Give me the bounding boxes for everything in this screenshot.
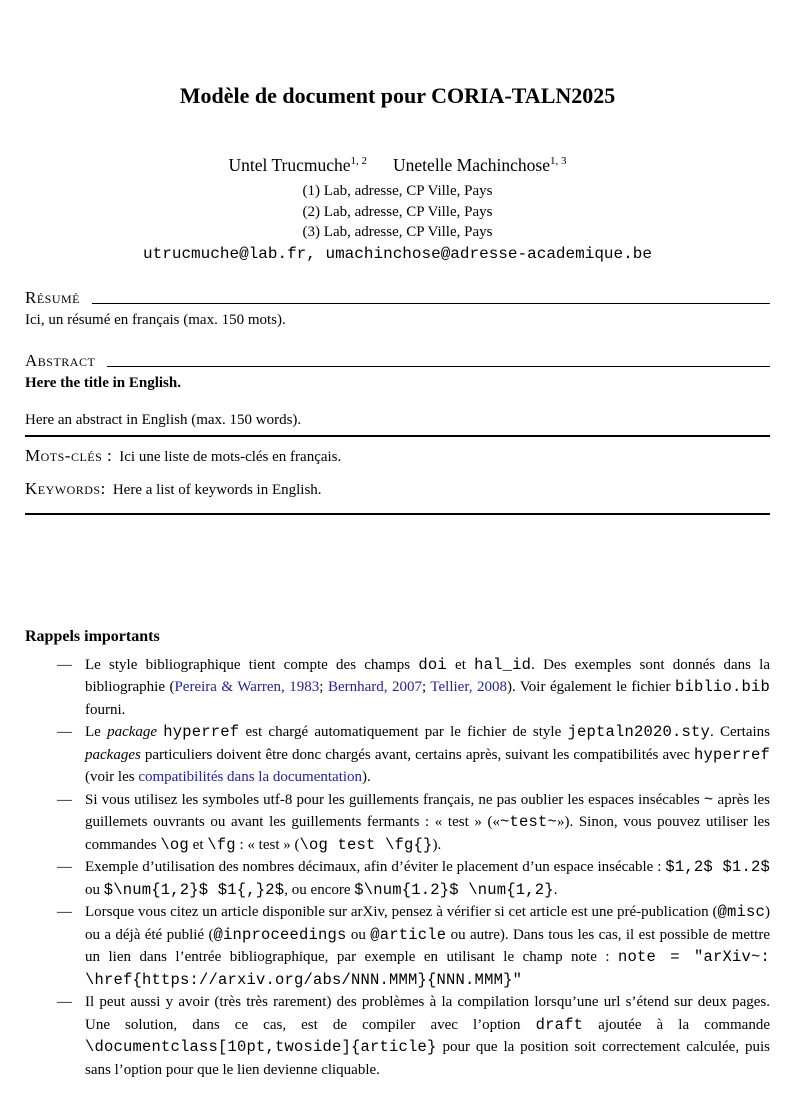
section-heading: Rappels importants [25, 627, 160, 645]
body-text: , ou encore [284, 881, 355, 898]
body-text: »). Sinon, vous pouvez utiliser les commandes [85, 814, 770, 853]
body-text: Lorsque vous citez un article disponible sur arXiv, pensez à vérifier si cet article est une pré-publication ( [85, 904, 718, 920]
reminder-item [25, 901, 770, 991]
inline-code: hyperref [693, 745, 770, 764]
inline-code: @misc [717, 903, 765, 921]
body-text: : « test » ( [235, 836, 300, 853]
body-text: ). Voir également le fichier [506, 679, 675, 695]
inline-code: jeptaln2020.sty [567, 723, 711, 741]
inline-code: $1,2$ $1.2$ [665, 858, 770, 876]
reminder-item [25, 991, 770, 1081]
body-text: ). [432, 836, 442, 853]
rule-after-abstract [25, 435, 770, 437]
inline-code: \og [160, 835, 189, 854]
authors-line [25, 155, 770, 176]
inline-code: hal_id [474, 655, 532, 674]
italic-text: packages [85, 746, 141, 763]
body-text: ) ou a déjà été publié ( [85, 904, 770, 943]
body-text: ou [85, 881, 104, 898]
body-text: particuliers doivent être donc chargés avant, certains après, suivant les compatibilités avec [140, 746, 694, 763]
body-text: ou autre). Dans tous les cas, il est possible de mettre un lien dans l’entrée bibliographique, par exemple en utilisant le champ note : [85, 926, 770, 965]
dash-marker: — [57, 859, 72, 875]
author-2-affiliation-sup: 1, 3 [549, 155, 567, 168]
body-text: . Certains [710, 724, 771, 740]
author-emails: utrucmuche@lab.fr, umachinchose@adresse-academique.be [143, 244, 652, 263]
inline-code: $\num{1,2}$ $1{,}2$ [103, 880, 285, 899]
body-text: et [188, 836, 208, 853]
affiliation-2: (2) Lab, adresse, CP Ville, Pays [302, 203, 493, 220]
body-text: ; [319, 679, 328, 695]
body-text: Le style bibliographique tient compte des champs [85, 656, 419, 673]
keywords-label: Keywords: [25, 478, 106, 498]
body-text: et [446, 656, 475, 673]
inline-code: $\num{1.2}$ \num{1,2} [354, 880, 554, 899]
inline-code: doi [418, 655, 447, 674]
hyperlink[interactable]: compatibilités dans la documentation [138, 769, 363, 785]
author-2 [393, 155, 566, 176]
author-2-name: Unetelle Machinchose [393, 155, 550, 175]
body-text: est chargé automatiquement par le fichier de style [239, 724, 568, 740]
inline-code: @article [370, 925, 447, 944]
inline-code: biblio.bib [675, 678, 771, 696]
author-1-affiliation-sup: 1, 2 [350, 155, 368, 168]
paper-title: Modèle de document pour CORIA-TALN2025 [179, 83, 616, 108]
affiliations [25, 181, 770, 243]
english-title: Here the title in English. [25, 374, 181, 391]
reminder-item [25, 856, 770, 901]
reminder-list [25, 654, 770, 1082]
inline-code: \og test \fg{} [299, 835, 433, 854]
body-text: après les guillemets ouvrants ou avant les guillements fermants : « test » (« [85, 791, 770, 830]
dash-marker: — [57, 656, 72, 673]
hyperlink[interactable]: Pereira & Warren, 1983 [174, 679, 320, 695]
dash-marker: — [57, 724, 72, 740]
affiliation-3: (3) Lab, adresse, CP Ville, Pays [302, 224, 493, 240]
abstract-text: Here an abstract in English (max. 150 words). [25, 411, 302, 428]
body-text: Le [85, 724, 108, 740]
resume-text: Ici, un résumé en français (max. 150 mots). [25, 311, 286, 328]
resume-label: Résumé [25, 287, 81, 307]
author-1-name: Untel Trucmuche [228, 155, 351, 175]
inline-code: @inproceedings [213, 925, 347, 944]
inline-code: ~test~ [499, 813, 557, 831]
abstract-header [25, 351, 770, 371]
mots-cles-row [25, 446, 770, 467]
body-text: . [553, 881, 558, 898]
keywords-text: Here a list of keywords in English. [112, 481, 322, 498]
keywords-row [25, 479, 770, 500]
reminder-item [25, 789, 770, 857]
reminder-item [25, 654, 770, 722]
body-text: ajoutée à la commande [583, 1016, 770, 1033]
body-text: ou [346, 926, 371, 943]
resume-rule [92, 288, 770, 304]
inline-code: hyperref [163, 723, 240, 741]
body-text: Exemple d’utilisation des nombres décimaux, afin d’éviter le placement d’un espace insécable : [85, 859, 666, 875]
inline-code: \documentclass[10pt,twoside]{article} [85, 1038, 437, 1056]
dash-marker: — [57, 994, 72, 1010]
body-text: ). [362, 769, 371, 785]
body-text: (voir les [85, 769, 139, 785]
inline-code: \fg [207, 835, 236, 854]
mots-cles-label: Mots-clés : [25, 445, 113, 465]
dash-marker: — [57, 904, 72, 920]
author-1 [229, 155, 368, 176]
inline-code: draft [535, 1015, 584, 1034]
rule-after-keywords [25, 513, 770, 515]
body-text: pour que la position soit correctement calculée, puis sans l’option pour que le lien devienne cliquable. [85, 1039, 770, 1078]
affiliation-1: (1) Lab, adresse, CP Ville, Pays [302, 183, 493, 199]
abstract-label: Abstract [25, 350, 96, 370]
hyperlink[interactable]: Tellier, 2008 [430, 679, 507, 695]
italic-text: package [107, 724, 158, 740]
inline-code: ~ [703, 790, 714, 809]
mots-cles-text: Ici une liste de mots-clés en français. [119, 448, 342, 465]
body-text: Si vous utilisez les symboles utf-8 pour les guillements français, ne pas oublier les espaces insécables [85, 791, 704, 808]
body-text: fourni. [85, 701, 126, 718]
abstract-rule [107, 351, 770, 367]
hyperlink[interactable]: Bernhard, 2007 [327, 679, 422, 695]
body-text: Il peut aussi y avoir (très très rarement) des problèmes à la compilation lorsqu’une url s’étend sur deux pages. Une solution, dans ce cas, est de compiler avec l’option [85, 994, 770, 1033]
dash-marker: — [57, 791, 72, 808]
inline-code: note = "arXiv~: \href{https://arxiv.org/abs/NNN.MMM}{NNN.MMM}" [85, 948, 770, 989]
resume-header [25, 288, 770, 308]
reminder-item [25, 721, 770, 789]
body-text: . Des exemples sont donnés dans la bibliographie ( [85, 656, 770, 695]
body-text: ; [422, 679, 431, 695]
